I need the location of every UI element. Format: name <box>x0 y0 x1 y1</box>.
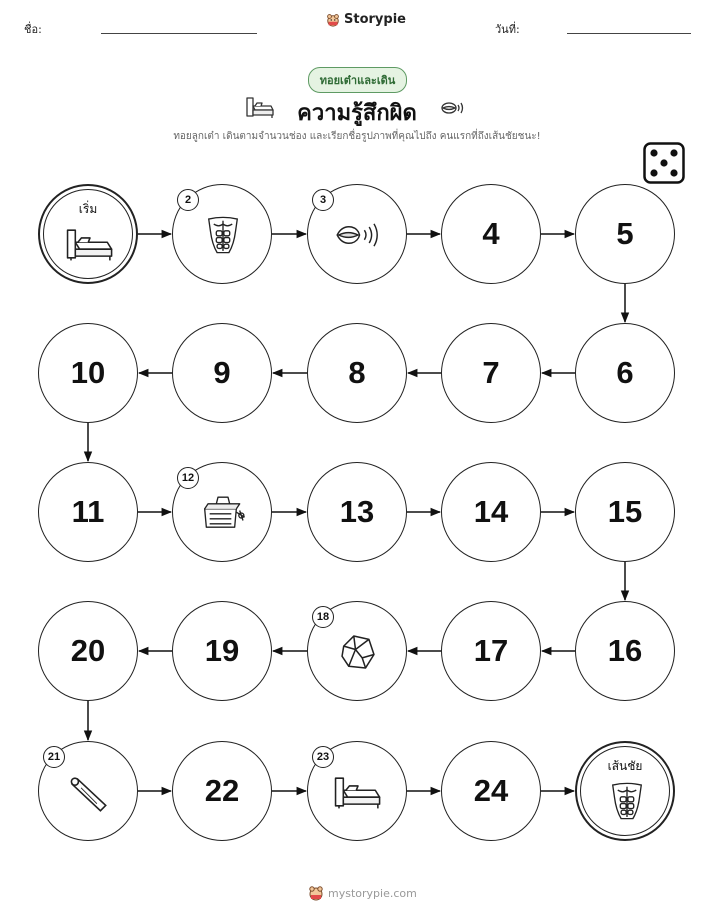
board-cell-23[interactable] <box>307 741 407 841</box>
board-cell-15[interactable] <box>575 462 675 562</box>
cell-number: 13 <box>339 494 375 529</box>
board-cell-18[interactable] <box>307 601 407 701</box>
toolbox-icon <box>198 492 248 538</box>
cell-number: 16 <box>607 633 643 668</box>
board-cell-12[interactable] <box>172 462 272 562</box>
start-label: เริ่ม <box>78 202 98 216</box>
board-cell-10[interactable] <box>38 323 138 423</box>
cell-number: 4 <box>482 216 500 251</box>
board-cell-14[interactable] <box>441 462 541 562</box>
abs-icon <box>606 780 648 826</box>
cell-number-badge: 2 <box>177 189 199 211</box>
board-cell-2[interactable] <box>172 184 272 284</box>
cell-number: 10 <box>70 355 106 390</box>
start-cell[interactable] <box>38 184 138 284</box>
instructions: ทอยลูกเต๋า เดินตามจำนวนช่อง และเรียกชื่อรูปภาพที่คุณไปถึง คนแรกที่ถึงเส้นชัยชนะ! <box>173 131 541 142</box>
brand-name: Storypie <box>344 12 406 27</box>
board-cell-22[interactable] <box>172 741 272 841</box>
board-cell-3[interactable] <box>307 184 407 284</box>
cell-number: 20 <box>70 633 106 668</box>
name-label: ชื่อ: <box>24 23 42 36</box>
cell-number: 9 <box>213 355 231 390</box>
log-icon <box>67 772 111 820</box>
board-cell-17[interactable] <box>441 601 541 701</box>
finish-label: เส้นชัย <box>607 759 643 773</box>
board-cell-21[interactable] <box>38 741 138 841</box>
abs-icon <box>202 214 244 260</box>
cell-number: 19 <box>204 633 240 668</box>
cell-number-badge: 12 <box>177 467 199 489</box>
cell-number: 7 <box>482 355 500 390</box>
cell-number: 22 <box>204 773 240 808</box>
finish-cell[interactable] <box>575 741 675 841</box>
cell-number: 24 <box>473 773 509 808</box>
cell-number: 17 <box>473 633 509 668</box>
page-title: ความรู้สึกผิด <box>297 101 417 126</box>
cell-number: 8 <box>348 355 366 390</box>
cell-number-badge: 3 <box>312 189 334 211</box>
board-cell-8[interactable] <box>307 323 407 423</box>
footer <box>308 885 417 901</box>
cell-number: 5 <box>616 216 634 251</box>
cell-number-badge: 18 <box>312 606 334 628</box>
cell-number: 14 <box>473 494 509 529</box>
footer-site[interactable]: mystorypie.com <box>328 886 417 900</box>
game-tag: ทอยเต๋าและเดิน <box>308 67 407 93</box>
cell-number: 6 <box>616 355 634 390</box>
rock-icon <box>337 631 379 677</box>
date-label: วันที่: <box>495 23 520 36</box>
cell-number-badge: 21 <box>43 746 65 768</box>
board-cell-7[interactable] <box>441 323 541 423</box>
board-cell-9[interactable] <box>172 323 272 423</box>
board-cell-20[interactable] <box>38 601 138 701</box>
board-cell-11[interactable] <box>38 462 138 562</box>
cell-number: 15 <box>607 494 643 529</box>
board-cell-13[interactable] <box>307 462 407 562</box>
mouth-sound-icon <box>334 219 382 255</box>
bed-icon <box>332 773 384 815</box>
bed-icon <box>64 225 116 267</box>
board-cell-6[interactable] <box>575 323 675 423</box>
board-cell-24[interactable] <box>441 741 541 841</box>
cell-number: 11 <box>71 494 105 529</box>
board-cell-5[interactable] <box>575 184 675 284</box>
board-cell-16[interactable] <box>575 601 675 701</box>
cell-number-badge: 23 <box>312 746 334 768</box>
board-cell-19[interactable] <box>172 601 272 701</box>
storypie-logo-icon <box>308 885 324 901</box>
board-cell-4[interactable] <box>441 184 541 284</box>
